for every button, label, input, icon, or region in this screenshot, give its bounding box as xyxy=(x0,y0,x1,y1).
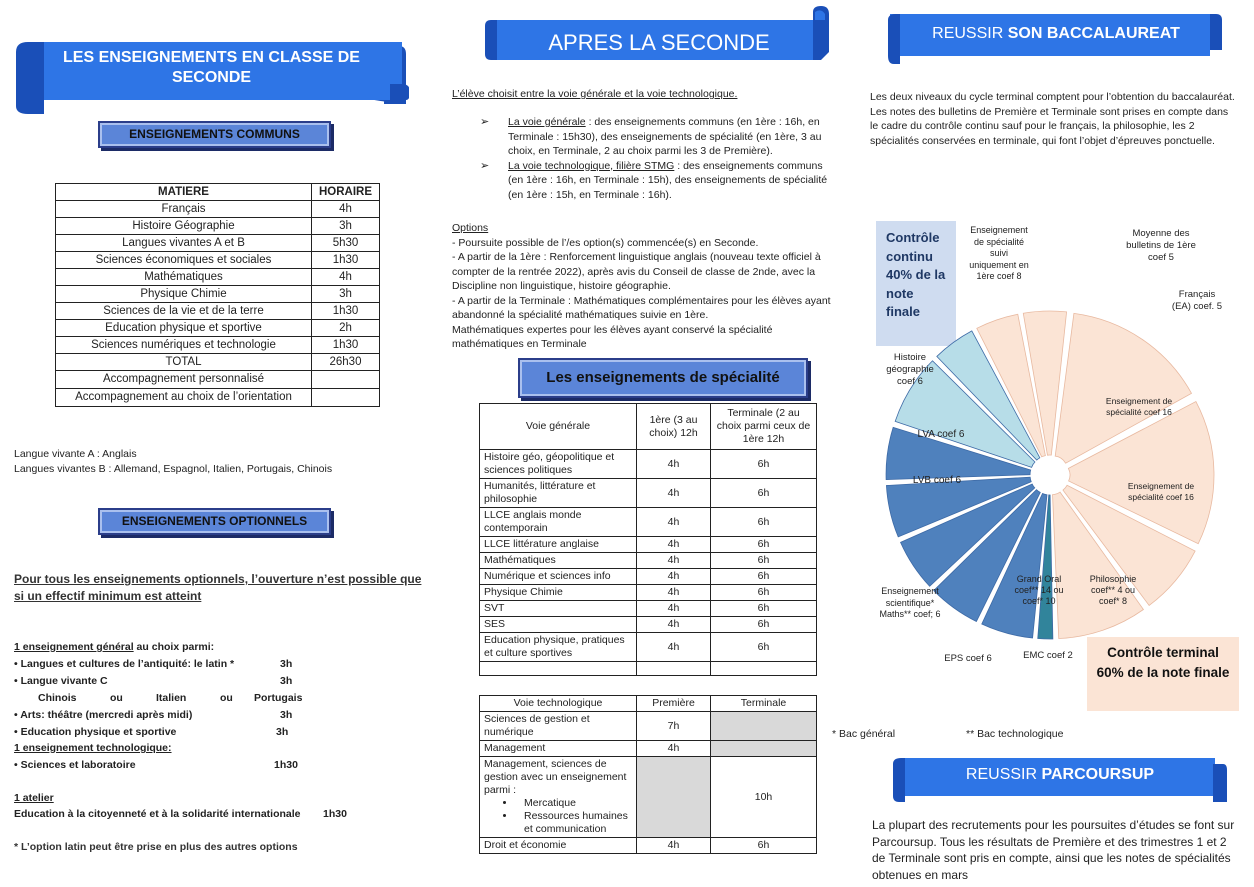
pie-label: Enseignement de spécialité suivi uniquement en 1ère coef 8 xyxy=(969,225,1029,281)
table-row xyxy=(480,585,817,601)
parcoursup-banner-title: REUSSIR PARCOURSUP xyxy=(965,766,1155,783)
horaire-cell: 1h30 xyxy=(312,252,380,269)
pie-label: EPS coef 6 xyxy=(944,653,992,664)
atelier-hours: 1h30 xyxy=(323,808,347,820)
tech-cell: 6h xyxy=(711,838,817,854)
hours-cell: 6h xyxy=(711,569,817,585)
lv-c-choice: ou xyxy=(110,692,123,704)
bac-banner xyxy=(886,10,1226,66)
bac-text: Les deux niveaux du cycle terminal comptent pour l’obtention du baccalauréat. Les notes des bulletins de Première et Terminale sont prises en compte dans le cadre du contrôle continu sauf pour le français, la philosophie, les 2 spécialités conservées en terminale, qui font l’objet d’épreuves ponctuelle. xyxy=(870,91,1235,147)
table-row xyxy=(480,537,817,553)
pie-label: Enseignement scientifique* Maths** coef; 6 xyxy=(879,586,941,619)
horaire-cell xyxy=(312,389,380,407)
footnote-general: * Bac général xyxy=(832,728,896,740)
specialite-cell: Histoire géo, géopolitique et sciences politiques xyxy=(480,450,637,479)
options-block xyxy=(452,221,840,352)
opt-item: • Langue vivante C xyxy=(14,675,108,687)
communs-table xyxy=(55,183,380,407)
matiere-cell: Histoire Géographie xyxy=(56,218,312,235)
table-row xyxy=(56,303,380,320)
horaire-cell: 2h xyxy=(312,320,380,337)
pie-label: Français (EA) coef. 5 xyxy=(1171,289,1223,312)
table-row xyxy=(56,354,380,371)
matiere-cell: Accompagnement au choix de l’orientation xyxy=(56,389,312,407)
latin-note: * L’option latin peut être prise en plus des autres options xyxy=(14,841,298,853)
footnote-techno: ** Bac technologique xyxy=(966,728,1064,740)
tech-mgmt-cell: Management, sciences de gestion avec un enseignement parmi : • Mercatique • Ressources humaines et communication xyxy=(480,757,637,838)
communs-pill: ENSEIGNEMENTS COMMUNS xyxy=(98,121,331,148)
pie-label: Philosophie coef** 4 ou coef* 8 xyxy=(1089,574,1137,606)
hours-cell: 6h xyxy=(711,553,817,569)
table-row xyxy=(480,617,817,633)
controle-continu-box: Contrôle continu 40% de la note finale xyxy=(876,221,956,346)
matiere-cell: Physique Chimie xyxy=(56,286,312,303)
matiere-cell: Education physique et sportive xyxy=(56,320,312,337)
hours-cell: 4h xyxy=(637,450,711,479)
horaire-cell: 5h30 xyxy=(312,235,380,252)
matiere-cell: TOTAL xyxy=(56,354,312,371)
lv-b-text: Langues vivantes B : Allemand, Espagnol, Italien, Portugais, Chinois xyxy=(14,463,333,475)
hours-cell: 4h xyxy=(637,537,711,553)
table-row xyxy=(56,320,380,337)
specialite-cell: SVT xyxy=(480,601,637,617)
horaire-cell: 3h xyxy=(312,286,380,303)
opt-item: • Education physique et sportive xyxy=(14,726,177,738)
gen-header: Terminale (2 au choix parmi ceux de 1ère 12h xyxy=(711,404,817,450)
specialite-cell: Education physique, pratiques et culture sportives xyxy=(480,633,637,662)
apres-banner-title: APRES LA SECONDE xyxy=(548,30,770,55)
bac-banner-title: REUSSIR SON BACCALAUREAT xyxy=(932,25,1180,42)
opt-item: • Arts: théâtre (mercredi après midi) xyxy=(14,709,193,721)
lv-c-choice: Italien xyxy=(156,692,187,704)
parcoursup-banner xyxy=(891,756,1229,804)
voie-techno-item: ➢ La voie technologique, filière STMG : des enseignements communs (en 1ère : 16h, en Terminale : 15h), des enseignements de spécialité (en 1ère : 15h, en Terminale : 16h). xyxy=(480,159,840,203)
voie-techno-table xyxy=(479,695,817,854)
hours-cell: 6h xyxy=(711,617,817,633)
opt-item-hours: 3h xyxy=(276,726,289,738)
horaire-cell: 4h xyxy=(312,269,380,286)
lv-c-choice: ou xyxy=(220,692,233,704)
voies-list xyxy=(480,115,840,202)
table-row xyxy=(480,601,817,617)
hours-cell: 6h xyxy=(711,601,817,617)
pie-label: Enseignement de spécialité coef 16 xyxy=(1105,396,1173,417)
controle-terminal-box: Contrôle terminal 60% de la note finale xyxy=(1087,637,1239,711)
table-row xyxy=(56,218,380,235)
tech-header: Première xyxy=(637,696,711,712)
hours-cell: 6h xyxy=(711,479,817,508)
horaire-cell: 1h30 xyxy=(312,337,380,354)
horaire-cell: 26h30 xyxy=(312,354,380,371)
optionnels-intro: Pour tous les enseignements optionnels, l’ouverture n’est possible que si un effectif minimum est atteint xyxy=(14,572,422,603)
tech-cell: 10h xyxy=(711,757,817,838)
table-row xyxy=(56,269,380,286)
tech-cell: 4h xyxy=(637,741,711,757)
matiere-cell: Français xyxy=(56,201,312,218)
matiere-cell: Sciences économiques et sociales xyxy=(56,252,312,269)
matiere-cell: Sciences de la vie et de la terre xyxy=(56,303,312,320)
pie-label: Histoire géographie coef 6 xyxy=(886,352,934,387)
voie-generale-table xyxy=(479,403,817,676)
pie-label: EMC coef 2 xyxy=(1023,650,1073,661)
tech-header: Voie technologique xyxy=(480,696,637,712)
table-header-horaire: HORAIRE xyxy=(312,184,380,201)
tech-cell-grey xyxy=(711,741,817,757)
hours-cell: 4h xyxy=(637,479,711,508)
opt-item-hours: 3h xyxy=(280,675,293,687)
table-header-matiere: MATIERE xyxy=(56,184,312,201)
pie-label: Moyenne des bulletins de 1ère coef 5 xyxy=(1126,228,1196,263)
specialite-cell: SES xyxy=(480,617,637,633)
table-row xyxy=(480,479,817,508)
horaire-cell xyxy=(312,371,380,389)
options-line: - A partir de la 1ère : Renforcement linguistique anglais (nouveau texte officiel à compter de la rentrée 2022), après avis du Conseil de classe de 2nde, avec la Discipline non linguistique, histoire géographie. xyxy=(452,251,821,292)
tech-header: Terminale xyxy=(711,696,817,712)
specialite-cell: LLCE anglais monde contemporain xyxy=(480,508,637,537)
seconde-banner-title: LES ENSEIGNEMENTS EN CLASSE DE SECONDE xyxy=(63,49,360,86)
specialite-cell: Physique Chimie xyxy=(480,585,637,601)
matiere-cell: Mathématiques xyxy=(56,269,312,286)
pie-label: Grand Oral coef** 14 ou coef* 10 xyxy=(1014,574,1064,606)
optionnels-pill: ENSEIGNEMENTS OPTIONNELS xyxy=(98,508,331,535)
table-row xyxy=(56,252,380,269)
techno-heading: 1 enseignement technologique: xyxy=(14,742,172,754)
specialite-cell: Numérique et sciences info xyxy=(480,569,637,585)
table-row xyxy=(56,389,380,407)
spacer-cell xyxy=(480,662,637,676)
tech-cell: Sciences de gestion et numérique xyxy=(480,712,637,741)
table-row xyxy=(56,235,380,252)
matiere-cell: Langues vivantes A et B xyxy=(56,235,312,252)
parcoursup-text: La plupart des recrutements pour les poursuites d’études se font sur Parcoursup. Tous les résultats de Première et des trimestres 1 et 2 de Terminale sont pris en compte, ainsi que les notes de spécialités obtenues en mars xyxy=(872,818,1235,882)
horaire-cell: 4h xyxy=(312,201,380,218)
lv-a-text: Langue vivante A : Anglais xyxy=(14,448,137,460)
apres-intro: L’élève choisit entre la voie générale et la voie technologique. xyxy=(452,88,738,100)
atelier-item: Education à la citoyenneté et à la solidarité internationale xyxy=(14,808,301,820)
opt-item-hours: 3h xyxy=(280,658,293,670)
tech-cell: 7h xyxy=(637,712,711,741)
voie-generale-item: ➢ La voie générale : des enseignements communs (en 1ère : 16h, en Terminale : 15h30), des enseignements de spécialité (en 1ère, 3 au choix, en Terminale, 2 au choix parmi les 3 de Première). xyxy=(480,115,840,159)
tech-cell: Droit et économie xyxy=(480,838,637,854)
hours-cell: 4h xyxy=(637,585,711,601)
options-line: Mathématiques expertes pour les élèves ayant conservé la spécialité mathématiques en Terminale xyxy=(452,323,773,350)
lv-c-choice: Chinois xyxy=(38,692,77,704)
seconde-banner xyxy=(14,38,409,116)
horaire-cell: 1h30 xyxy=(312,303,380,320)
hours-cell: 4h xyxy=(637,617,711,633)
specialite-cell: LLCE littérature anglaise xyxy=(480,537,637,553)
options-label: Options xyxy=(452,222,489,234)
hours-cell: 6h xyxy=(711,508,817,537)
specialite-pill: Les enseignements de spécialité xyxy=(518,358,808,398)
gen-header: Voie générale xyxy=(480,404,637,450)
table-row xyxy=(480,508,817,537)
hours-cell: 4h xyxy=(637,633,711,662)
apres-banner xyxy=(483,6,835,64)
specialite-cell: Mathématiques xyxy=(480,553,637,569)
matiere-cell: Accompagnement personnalisé xyxy=(56,371,312,389)
table-row xyxy=(480,633,817,662)
pie-label: LVA coef 6 xyxy=(917,429,965,440)
general-heading: 1 enseignement général au choix parmi: xyxy=(14,641,215,653)
pie-label: LVB coef 6 xyxy=(912,475,962,486)
opt-item-hours: 3h xyxy=(280,709,293,721)
tech-mgmt-item: • Ressources humaines et communication xyxy=(516,810,632,836)
table-row xyxy=(480,450,817,479)
hours-cell: 6h xyxy=(711,633,817,662)
techno-item: • Sciences et laboratoire xyxy=(14,759,136,771)
techno-hours: 1h30 xyxy=(274,759,298,771)
hours-cell: 6h xyxy=(711,585,817,601)
hours-cell: 4h xyxy=(637,553,711,569)
opt-item: • Langues et cultures de l’antiquité: le latin * xyxy=(14,658,235,670)
matiere-cell: Sciences numériques et technologie xyxy=(56,337,312,354)
horaire-cell: 3h xyxy=(312,218,380,235)
gen-header: 1ère (3 au choix) 12h xyxy=(637,404,711,450)
hours-cell: 6h xyxy=(711,537,817,553)
tech-cell-grey xyxy=(637,757,711,838)
tech-cell: Management xyxy=(480,741,637,757)
pie-label: Enseignement de spécialité coef 16 xyxy=(1127,481,1195,502)
table-row xyxy=(480,553,817,569)
options-line: - A partir de la Terminale : Mathématiques complémentaires pour les élèves ayant abandonné la spécialité mathématiques suivie en 1ère. xyxy=(452,294,831,321)
table-row xyxy=(480,569,817,585)
hours-cell: 6h xyxy=(711,450,817,479)
table-row xyxy=(56,201,380,218)
options-line: - Poursuite possible de l’/es option(s) commencée(s) en Seconde. xyxy=(452,236,759,249)
tech-cell-grey xyxy=(711,712,817,741)
table-row xyxy=(56,371,380,389)
tech-mgmt-item: • Mercatique xyxy=(516,797,632,810)
tech-cell: 4h xyxy=(637,838,711,854)
specialite-cell: Humanités, littérature et philosophie xyxy=(480,479,637,508)
table-row xyxy=(56,337,380,354)
lv-c-choice: Portugais xyxy=(254,692,303,704)
hours-cell: 4h xyxy=(637,508,711,537)
atelier-heading: 1 atelier xyxy=(14,792,54,804)
hours-cell: 4h xyxy=(637,601,711,617)
table-row xyxy=(56,286,380,303)
hours-cell: 4h xyxy=(637,569,711,585)
